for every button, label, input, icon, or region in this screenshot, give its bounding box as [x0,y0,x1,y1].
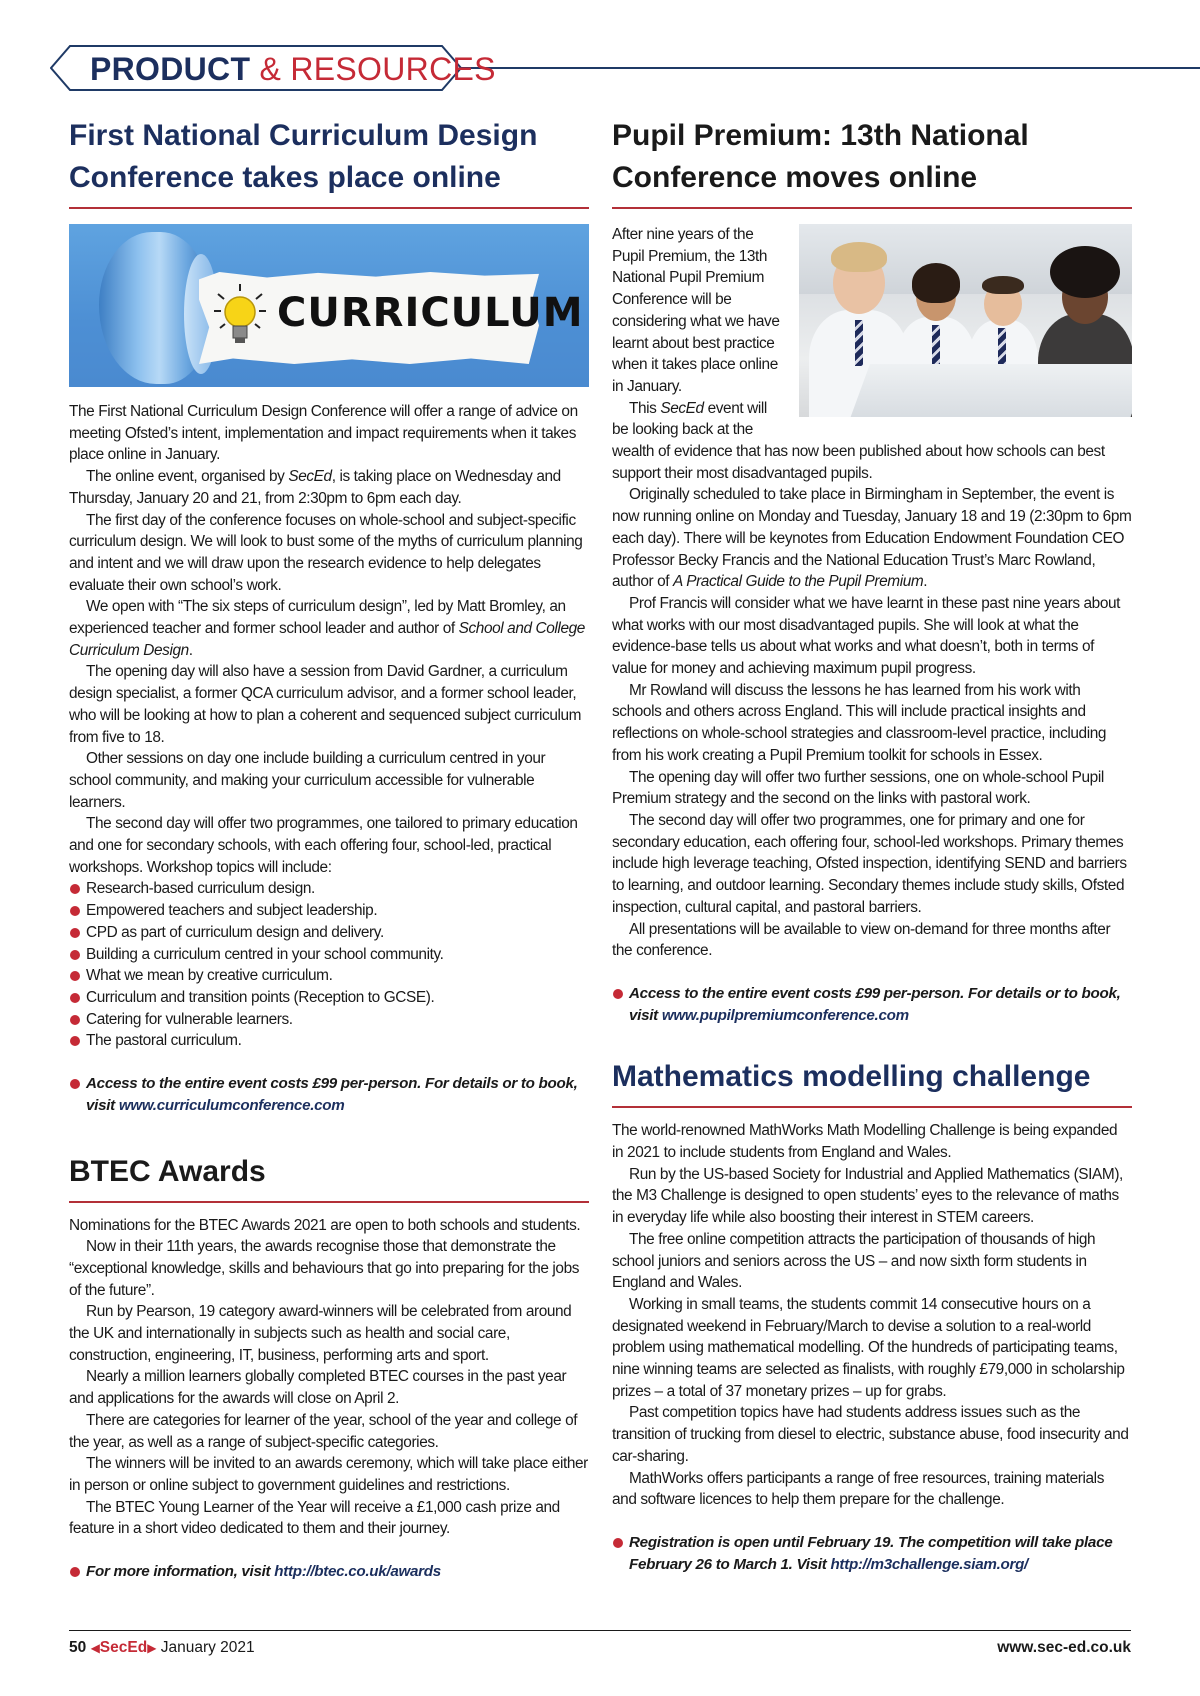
btec-article [69,1151,589,1583]
paragraph: All presentations will be available to view on-demand for three months after the conference. [612,920,1111,960]
note-text: Registration is open until February 19. The competition will take place February 26 to March 1. Visit [629,1533,1113,1573]
text-run: . [923,573,928,591]
curriculum-booking-note [69,1073,589,1116]
list-item: The pastoral curriculum. [69,1030,589,1052]
paragraph [69,466,589,509]
note-text: Access to the entire event costs £99 per-person. For details or to book, visit [629,984,1121,1024]
btec-title: BTEC Awards [69,1154,266,1188]
title-rule [69,1201,589,1203]
paragraph: The First National Curriculum Design Conference will offer a range of advice on meeting Ofsted’s intent, implementation and impact requirements when it takes place online in January. [69,403,578,464]
workshop-topics-list [69,878,589,1052]
paragraph: Prof Francis will consider what we have learnt in these past nine years about what works with our most disadvantaged pupils. She will look at what the evidence-base tells us about what works and what doesn’t, both in terms of value for money and achieving maximum pupil progress. [612,594,1121,678]
footer-website[interactable]: www.sec-ed.co.uk [997,1639,1131,1656]
paragraph: After nine years of the Pupil Premium, the 13th National Pupil Premium Conference will be considering what we have learnt about best practice when it takes place online in January. [612,226,780,395]
list-item: Research-based curriculum design. [69,878,589,900]
curriculum-title-line2: Conference takes place online [69,161,501,194]
maths-website-link[interactable]: http://m3challenge.siam.org/ [830,1555,1028,1573]
text-run: event will be looking back at the wealth of evidence that has now been published about how schools can best support their most disadvantaged pupils. [612,399,1105,482]
paragraph: The winners will be invited to an awards ceremony, which will take place either in person or online subject to government guidelines and restrictions. [69,1455,588,1494]
paragraph: Working in small teams, the students commit 14 consecutive hours on a designated weekend in February/March to devise a solution to a real-world problem using mathematical modelling. Of the hundreds of participating teams, nine winning teams are selected as finalists, with roughly £79,000 in scholarship prizes – a total of 37 monetary prizes – up for grabs. [612,1295,1125,1400]
paragraph: The first day of the conference focuses on whole-school and subject-specific curriculum design. We will look to bust some of the myths of curriculum planning and intent and we will draw upon the research evidence to help delegates evaluate their own school’s work. [69,511,583,594]
pupil-premium-body [612,224,1132,962]
text-run-italic: School and College Curriculum Design [69,620,585,659]
paragraph: Nearly a million learners globally completed BTEC courses in the past year and applications for the awards will close on April 2. [69,1368,567,1408]
curriculum-image [69,224,589,387]
paragraph: The second day will offer two programmes, one tailored to primary education and one for secondary schools, with each offering four, school-led, practical workshops. Workshop topics will include: [69,815,578,876]
classroom-photo [799,224,1132,417]
text-run: We open with “The six steps of curriculum design”, led by Matt Bromley, an experienced teacher and former school leader and author of [69,598,566,638]
curriculum-word: CURRICULUM [277,290,584,336]
issue-date: January 2021 [160,1639,255,1656]
text-run: The online event, organised by [86,468,289,486]
note-text: Access to the entire event costs £99 per-person. For details or to book, visit [86,1075,578,1114]
section-tab [50,45,496,91]
paragraph: The free online competition attracts the participation of thousands of high school juniors and seniors across the US – and now sixth form students in England and Wales. [612,1230,1096,1292]
right-column [612,115,1132,1575]
curriculum-body [69,401,589,878]
paragraph: The BTEC Young Learner of the Year will receive a £1,000 cash prize and feature in a short video dedicated to them and their journey. [69,1498,560,1538]
maths-article [612,1056,1132,1575]
paragraph: Other sessions on day one include building a curriculum centred in your school community, and making your curriculum accessible for vulnerable learners. [69,750,546,811]
maths-body [612,1120,1132,1511]
paragraph: The opening day will also have a session from David Gardner, a curriculum design specialist, a former QCA curriculum advisor, and a former school leader, who will be looking at how to plan a coherent and sequenced subject curriculum from five to 18. [69,663,582,746]
paragraph: There are categories for learner of the year, school of the year and college of the year, as well as a range of subject-specific categories. [69,1411,578,1451]
title-rule [69,207,589,209]
paragraph [69,596,589,661]
paragraph: Now in their 11th years, the awards recognise those that demonstrate the “exceptional knowledge, skills and behaviours that go into preparing for the jobs of the future”. [69,1238,580,1299]
paragraph: Run by the US-based Society for Industrial and Applied Mathematics (SIAM), the M3 Challenge is designed to open students’ eyes to the relevance of maths in everyday life while also boosting their interest in STEM careers. [612,1165,1123,1227]
list-item: Curriculum and transition points (Reception to GCSE). [69,987,589,1009]
btec-body [69,1215,589,1541]
text-run: This [629,399,661,417]
text-run-italic: SecEd [288,468,332,486]
title-rule [612,207,1132,209]
left-arrow-icon: ◀ [90,1641,100,1655]
list-item: Catering for vulnerable learners. [69,1009,589,1031]
brand-name: SecEd [99,1639,148,1656]
pupil-premium-title-line1: Pupil Premium: 13th National [612,119,1029,152]
footer-page-info [69,1639,255,1657]
pupil-premium-title [612,115,1132,199]
paragraph: The world-renowned MathWorks Math Modelling Challenge is being expanded in 2021 to include students from England and Wales. [612,1122,1118,1162]
btec-info-note [69,1561,589,1583]
list-item: CPD as part of curriculum design and delivery. [69,922,589,944]
footer-rule [69,1630,1131,1631]
section-heading [90,51,496,88]
page-number: 50 [69,1639,87,1656]
left-column [69,115,589,1583]
list-item: Empowered teachers and subject leadership. [69,900,589,922]
paragraph: Run by Pearson, 19 category award-winners will be celebrated from around the UK and internationally in subjects such as health and social care, construction, engineering, IT, business, performing arts and sport. [69,1303,572,1364]
curriculum-website-link[interactable]: www.curriculumconference.com [118,1096,345,1114]
pupil-premium-title-line2: Conference moves online [612,161,978,194]
curriculum-title [69,115,589,199]
pupil-premium-article [612,115,1132,1026]
paragraph [612,484,1132,593]
text-run: , is taking place on Wednesday and Thursday, January 20 and 21, from 2:30pm to 6pm each day. [69,468,561,507]
btec-website-link[interactable]: http://btec.co.uk/awards [274,1563,441,1581]
note-text: For more information, visit [86,1563,271,1581]
list-item: What we mean by creative curriculum. [69,965,589,987]
right-arrow-icon: ▶ [147,1641,157,1655]
pupil-premium-website-link[interactable]: www.pupilpremiumconference.com [661,1006,909,1024]
section-heading-bold: PRODUCT [90,51,251,87]
curriculum-article [69,115,589,1117]
paragraph: Mr Rowland will discuss the lessons he has learned from his work with schools and others across England. This will include practical insights and reflections on whole-school strategies and classroom-level practice, including from his work creating a Pupil Premium toolkit for schools in Essex. [612,681,1107,764]
paragraph: MathWorks offers participants a range of free resources, training materials and software licences to help them prepare for the challenge. [612,1469,1104,1509]
text-run: . [188,641,193,659]
photo-table [848,364,1132,417]
text-run: Originally scheduled to take place in Birmingham in September, the event is now running online on Monday and Tuesday, January 18 and 19 (2:30pm to 6pm each day). There will be keynotes from Education Endowment Foundation CEO Professor Becky Francis and the National Education Trust’s Marc Rowland, author of [612,486,1132,591]
header-rule [455,67,1200,69]
maths-registration-note [612,1532,1132,1575]
paragraph: The second day will offer two programmes, one for primary and one for secondary education, each offering four, school-led workshops. Primary themes include high leverage teaching, Ofsted inspection, identifying SEND and barriers to learning, and outdoor learning. Secondary themes include study skills, Ofsted inspection, cultural capital, and pastoral barriers. [612,811,1127,916]
text-run-italic: SecEd [660,399,704,417]
lightbulb-icon [214,284,266,346]
list-item: Building a curriculum centred in your school community. [69,944,589,966]
paragraph: Nominations for the BTEC Awards 2021 are open to both schools and students. [69,1216,581,1234]
text-run-italic: A Practical Guide to the Pupil Premium [673,573,924,591]
maths-title: Mathematics modelling challenge [612,1060,1091,1094]
section-heading-rest: & RESOURCES [259,51,496,87]
title-rule [612,1106,1132,1108]
paragraph: The opening day will offer two further sessions, one on whole-school Pupil Premium strategy and the second on the links with pastoral work. [612,768,1104,808]
pupil-premium-booking-note [612,983,1132,1026]
paragraph: Past competition topics have had students address issues such as the transition of trucking from diesel to electric, substance abuse, food insecurity and car-sharing. [612,1404,1129,1465]
curriculum-title-line1: First National Curriculum Design [69,119,538,152]
